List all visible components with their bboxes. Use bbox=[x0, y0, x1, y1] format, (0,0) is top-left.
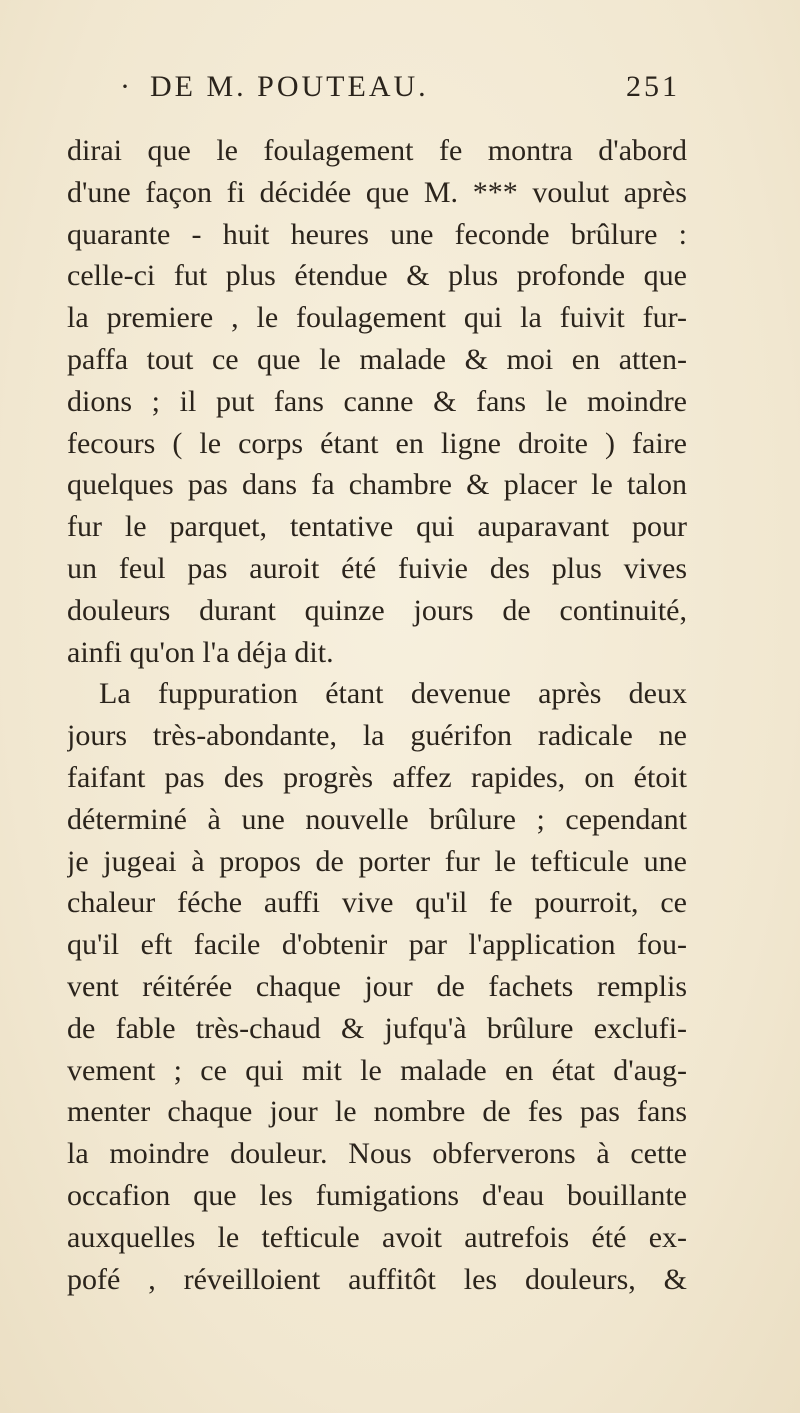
text-line: fecours ( le corps étant en ligne droite ) faire bbox=[67, 426, 687, 460]
header-bullet: · bbox=[120, 70, 133, 103]
text-line: fur le parquet, tentative qui auparavant pour bbox=[67, 510, 687, 544]
text-line: qu'il eft facile d'obtenir par l'application fou- bbox=[67, 928, 687, 962]
text-line: pofé , réveilloient auffitôt les douleurs, & bbox=[67, 1262, 687, 1296]
text-line: déterminé à une nouvelle brûlure ; cependant bbox=[67, 802, 687, 836]
text-line: vement ; ce qui mit le malade en état d'aug- bbox=[67, 1053, 687, 1087]
running-title: DE M. POUTEAU. bbox=[150, 70, 429, 103]
text-line: un feul pas auroit été fuivie des plus vives bbox=[67, 551, 687, 585]
text-line: d'une façon fi décidée que M. *** voulut après bbox=[67, 175, 687, 209]
text-line: douleurs durant quinze jours de continuité, bbox=[67, 593, 687, 627]
text-line: quarante - huit heures une feconde brûlure : bbox=[67, 217, 687, 251]
text-line: celle-ci fut plus étendue & plus profonde que bbox=[67, 259, 687, 293]
text-line: vent réitérée chaque jour de fachets remplis bbox=[67, 969, 687, 1003]
text-line: menter chaque jour le nombre de fes pas fans bbox=[67, 1095, 687, 1129]
text-line: dirai que le foulagement fe montra d'abord bbox=[67, 134, 687, 167]
text-line: je jugeai à propos de porter fur le tefticule une bbox=[67, 844, 687, 878]
running-header bbox=[120, 70, 680, 110]
page-number: 251 bbox=[626, 70, 680, 103]
text-line: chaleur féche auffi vive qu'il fe pourroit, ce bbox=[67, 886, 687, 920]
text-line: paffa tout ce que le malade & moi en atten- bbox=[67, 342, 687, 376]
text-line: de fable très-chaud & jufqu'à brûlure exclufi- bbox=[67, 1011, 687, 1045]
text-line: auxquelles le tefticule avoit autrefois été ex- bbox=[67, 1220, 687, 1254]
body-text bbox=[67, 130, 687, 1300]
text-line: faifant pas des progrès affez rapides, on étoit bbox=[67, 760, 687, 794]
text-line: jours très-abondante, la guérifon radicale ne bbox=[67, 719, 687, 753]
text-line: quelques pas dans fa chambre & placer le talon bbox=[67, 468, 687, 502]
text-line: dions ; il put fans canne & fans le moindre bbox=[67, 384, 687, 418]
text-line: la premiere , le foulagement qui la fuivit fur- bbox=[67, 301, 687, 335]
text-line: occafion que les fumigations d'eau bouillante bbox=[67, 1178, 687, 1212]
text-line: ainfi qu'on l'a déja dit. bbox=[67, 635, 334, 669]
text-line: la moindre douleur. Nous obferverons à cette bbox=[67, 1137, 687, 1171]
text-line: La fuppuration étant devenue après deux bbox=[99, 677, 687, 711]
